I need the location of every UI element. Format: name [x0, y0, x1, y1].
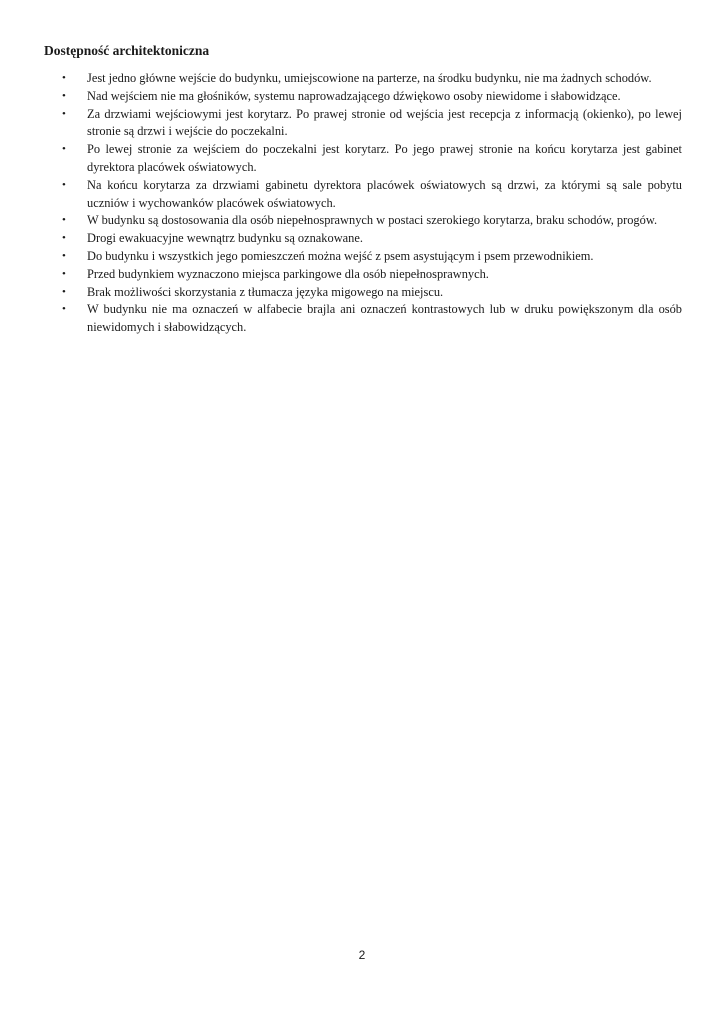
list-item [62, 70, 682, 88]
bullet-icon: • [62, 143, 66, 156]
bullet-icon: • [62, 303, 66, 316]
bullet-icon: • [62, 232, 66, 245]
bullet-icon: • [62, 214, 66, 227]
list-item-text: Po lewej stronie za wejściem do poczekalni jest korytarz. Po jego prawej stronie na końcu korytarza jest gabinet dyrektora placówek oświatowych. [87, 142, 682, 174]
list-item [62, 177, 682, 213]
list-item [62, 301, 682, 337]
list-item-text: Jest jedno główne wejście do budynku, umiejscowione na parterze, na środku budynku, nie ma żadnych schodów. [87, 71, 652, 85]
list-item-text: W budynku nie ma oznaczeń w alfabecie brajla ani oznaczeń kontrastowych lub w druku powiększonym dla osób niewidomych i słabowidzących. [87, 302, 682, 335]
list-item-text: Na końcu korytarza za drzwiami gabinetu dyrektora placówek oświatowych są drzwi, za którymi są sale pobytu uczniów i wychowanków placówek oświatowych. [87, 177, 682, 210]
bullet-icon: • [62, 285, 66, 298]
list-item-text: Nad wejściem nie ma głośników, systemu naprowadzającego dźwiękowo osoby niewidome i słabowidzące. [87, 88, 621, 103]
bullet-icon: • [62, 107, 66, 120]
list-item [62, 230, 682, 248]
list-item-text: Brak możliwości skorzystania z tłumacza języka migowego na miejscu. [87, 284, 444, 299]
list-item-text: W budynku są dostosowania dla osób niepełnosprawnych w postaci szerokiego korytarza, braku schodów, progów. [87, 213, 658, 228]
list-item-text: Do budynku i wszystkich jego pomieszczeń można wejść z psem asystującym i psem przewodnikiem. [87, 248, 594, 263]
accessibility-list [62, 70, 682, 337]
bullet-icon: • [62, 72, 66, 84]
list-item-text: Drogi ewakuacyjne wewnątrz budynku są oznakowane. [87, 231, 363, 246]
list-item [62, 248, 682, 266]
section-heading: Dostępność architektoniczna [44, 43, 210, 58]
bullet-icon: • [62, 267, 66, 280]
list-item [62, 284, 682, 302]
bullet-icon: • [62, 249, 66, 262]
bullet-icon: • [62, 89, 66, 102]
list-item [62, 141, 682, 177]
list-item [62, 212, 682, 230]
list-item-text: Za drzwiami wejściowymi jest korytarz. Po prawej stronie od wejścia jest recepcja z informacją (okienko), po lewej stronie są drzwi i wejście do poczekalni. [87, 106, 682, 139]
page-number: 2 [358, 948, 366, 962]
list-item [62, 106, 682, 142]
bullet-icon: • [62, 178, 66, 191]
list-item-text: Przed budynkiem wyznaczono miejsca parkingowe dla osób niepełnosprawnych. [87, 266, 489, 281]
list-item [62, 266, 682, 284]
list-item [62, 88, 682, 106]
